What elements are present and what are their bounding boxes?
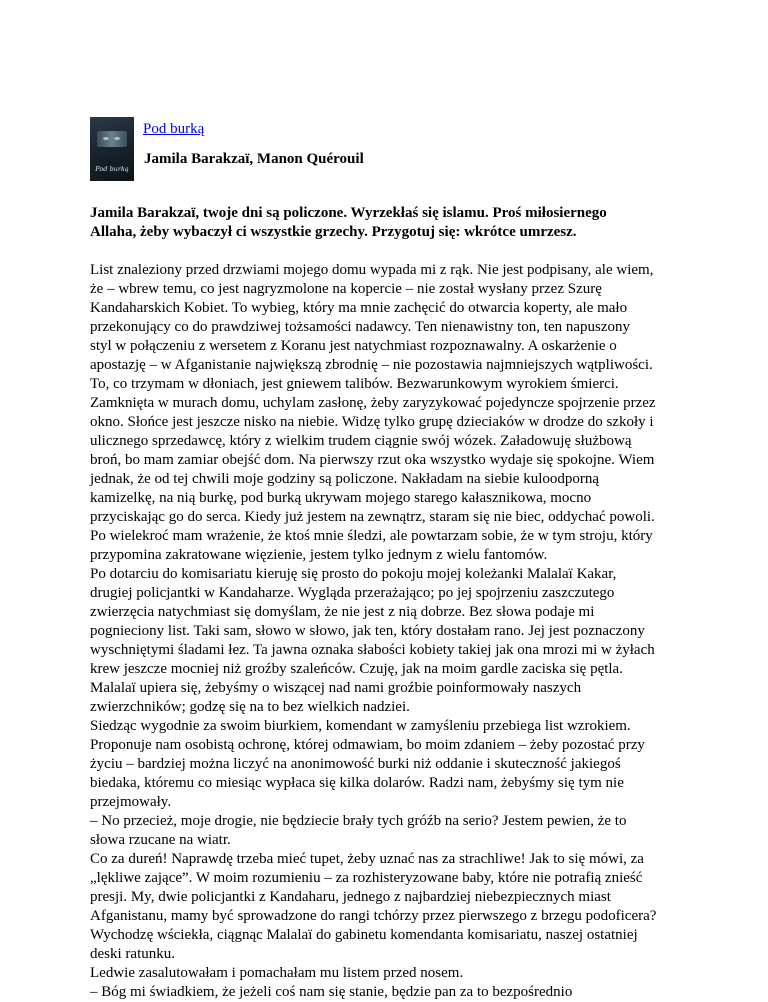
text-line: zwierzęcia natychmiast się domyślam, że nie jest z nią dobrze. Bez słowa podaje mi	[90, 604, 595, 620]
text-line: styl w połączeniu z wersetem z Koranu jest natychmiast rozpoznawalny. A oskarżenie o	[90, 338, 617, 354]
text-line: Ledwie zasalutowałam i pomachałam mu listem przed nosem.	[90, 965, 464, 981]
text-line: broń, bo mam zamiar obejść dom. Na pierwszy rzut oka wszystko wydaje się spokojne. Wiem	[90, 452, 655, 468]
text-line: że – wbrew temu, co jest nagryzmolone na kopercie – nie został wysłany przez Szurę	[90, 281, 602, 297]
text-line: przejmowały.	[90, 794, 172, 810]
text-line: biedaka, któremu co miesiąc wypłaca się kilka dolarów. Radzi nam, żebyśmy się tym nie	[90, 775, 624, 791]
text-line: Afganistanu, mamy być sprowadzone do rangi tchórzy przez pierwszego z brzegu podoficera?	[90, 908, 657, 924]
book-title-link[interactable]: Pod burką	[143, 121, 205, 137]
text-line: drugiej policjantki w Kandaharze. Wygląda przerażająco; po jej spojrzeniu zaszczutego	[90, 585, 615, 601]
text-line: zwierzchników; godzę się na to bez wielkich nadziei.	[90, 699, 410, 715]
text-line: pognieciony list. Taki sam, słowo w słowo, jak ten, który dostałam rano. Jej jest poznaczony	[90, 623, 645, 639]
text-line: przekonujący co do prawdziwej tożsamości nadawcy. Ten nienawistny ton, ten napuszony	[90, 319, 631, 335]
paragraph-gap	[90, 242, 690, 261]
body-paragraph	[90, 261, 690, 1002]
text-line: słowa rzucane na wiatr.	[90, 832, 231, 848]
book-cover-image	[90, 117, 134, 181]
cover-eye-graphic	[103, 137, 109, 140]
text-line: krew jeszcze mocniej niż groźby szaleńców. Czuję, jak na moim gardle zaciska się pętla.	[90, 661, 623, 677]
text-line: Co za dureń! Naprawdę trzeba mieć tupet, żeby uznać nas za strachliwe! Jak to się mówi, za	[90, 851, 644, 867]
document-body	[90, 204, 690, 1002]
text-line: apostazję – w Afganistanie największą zbrodnię – nie pozostawia najmniejszych wątpliwości.	[90, 357, 653, 373]
text-line: ulicznego sprzedawcę, który z wielkim trudem ciągnie swój wózek. Załadowuję służbową	[90, 433, 632, 449]
text-line: Jamila Barakzaï, twoje dni są policzone. Wyrzekłaś się islamu. Proś miłosiernego	[90, 205, 607, 221]
text-line: wyschniętymi śladami łez. Ta jawna oznaka słabości kobiety takiej jak ona mrozi mi w żyłach	[90, 642, 655, 658]
text-line: przypomina zakratowane więzienie, jestem tylko jednym z wielu fantomów.	[90, 547, 548, 563]
cover-veil-graphic	[97, 131, 127, 147]
intro-paragraph	[90, 204, 690, 242]
text-line: To, co trzymam w dłoniach, jest gniewem talibów. Bezwarunkowym wyrokiem śmierci.	[90, 376, 619, 392]
text-line: życiu – bardziej można liczyć na anonimowość burki niż oddanie i skuteczność jakiegoś	[90, 756, 621, 772]
text-line: presji. My, dwie policjantki z Kandaharu, jednego z najbardziej niebezpiecznych miast	[90, 889, 611, 905]
text-line: przyciskając go do serca. Kiedy już jestem na zewnątrz, staram się nie biec, oddychać powoli.	[90, 509, 655, 525]
text-line: kamizelkę, na nią burkę, pod burką ukrywam mojego starego kałasznikowa, mocno	[90, 490, 592, 506]
text-line: List znaleziony przed drzwiami mojego domu wypada mi z rąk. Nie jest podpisany, ale wiem,	[90, 262, 654, 278]
text-line: deski ratunku.	[90, 946, 175, 962]
text-line: „lękliwe zające”. W moim rozumieniu – za rozhisteryzowane baby, które nie potrafią znieść	[90, 870, 643, 886]
text-line: Po dotarciu do komisariatu kieruję się prosto do pokoju mojej koleżanki Malalaï Kakar,	[90, 566, 617, 582]
text-line: okno. Słońce jest jeszcze nisko na niebie. Widzę tylko grupę dzieciaków w drodze do szkoły i	[90, 414, 654, 430]
book-authors: Jamila Barakzaï, Manon Quérouil	[144, 151, 364, 167]
text-line: Wychodzę wściekła, ciągnąc Malalaï do gabinetu komendanta komisariatu, naszej ostatniej	[90, 927, 638, 943]
text-line: Siedząc wygodnie za swoim biurkiem, komendant w zamyśleniu przebiega list wzrokiem.	[90, 718, 631, 734]
text-line: Allaha, żeby wybaczył ci wszystkie grzechy. Przygotuj się: wkrótce umrzesz.	[90, 224, 577, 240]
text-line: Po wielekroć mam wrażenie, że ktoś mnie śledzi, ale powtarzam sobie, że w tym stroju, który	[90, 528, 653, 544]
cover-eye-graphic	[114, 137, 120, 140]
cover-title: Pod burką	[95, 165, 129, 173]
text-line: Malalaï upiera się, żebyśmy o wiszącej nad nami groźbie poinformowały naszych	[90, 680, 582, 696]
text-line: Proponuje nam osobistą ochronę, której odmawiam, bo moim zdaniem – żeby pozostać przy	[90, 737, 645, 753]
text-line: – Bóg mi świadkiem, że jeżeli coś nam się stanie, będzie pan za to bezpośrednio	[90, 984, 573, 1000]
text-line: – No przecież, moje drogie, nie będziecie brały tych gróźb na serio? Jestem pewien, że to	[90, 813, 627, 829]
text-line: Zamknięta w murach domu, uchylam zasłonę, żeby zaryzykować pojedyncze spojrzenie przez	[90, 395, 656, 411]
text-line: jednak, że od tej chwili moje godziny są policzone. Nakładam na siebie kuloodporną	[90, 471, 600, 487]
text-line: Kandaharskich Kobiet. To wybieg, który ma mnie zachęcić do otwarcia koperty, ale mało	[90, 300, 628, 316]
